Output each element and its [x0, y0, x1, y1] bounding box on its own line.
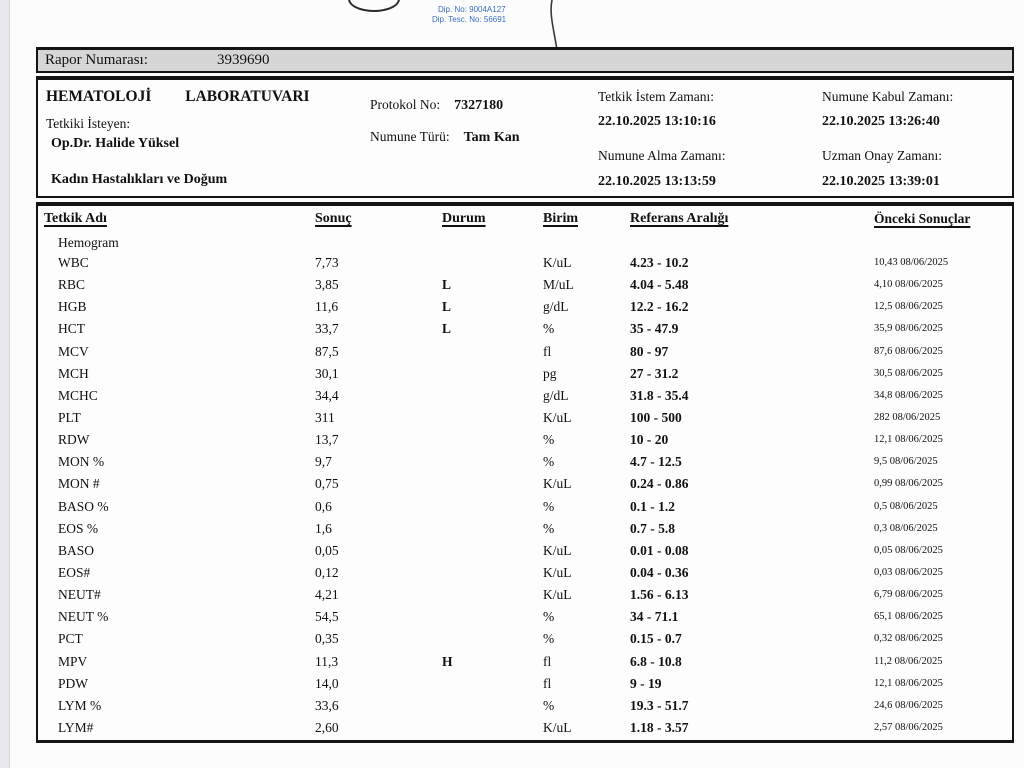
table-row [38, 628, 1012, 650]
column-header-result: Sonuç [315, 211, 352, 226]
test-previous-result: 0,05 08/06/2025 [874, 544, 943, 556]
test-reference-range: 80 - 97 [630, 343, 669, 359]
test-reference-range: 9 - 19 [630, 675, 662, 691]
test-reference-range: 4.04 - 5.48 [630, 277, 689, 293]
test-previous-result: 34,8 08/06/2025 [874, 389, 943, 401]
accept-time-value: 22.10.2025 13:26:40 [822, 114, 940, 129]
test-unit: % [543, 520, 555, 536]
test-result: 0,35 [315, 631, 339, 647]
test-previous-result: 10,43 08/06/2025 [874, 257, 949, 268]
stamp-area [330, 0, 590, 50]
column-header-test-name: Tetkik Adı [44, 211, 107, 226]
test-unit: K/uL [543, 542, 572, 558]
test-reference-range: 35 - 47.9 [630, 321, 679, 337]
test-previous-result: 12,5 08/06/2025 [874, 301, 943, 313]
signature-stroke [530, 0, 570, 50]
test-result: 3,85 [315, 277, 339, 293]
stamp-dip-no: Dip. No: 9004A127 [438, 5, 506, 14]
test-reference-range: 0.15 - 0.7 [630, 631, 682, 647]
report-number-label: Rapor Numarası: [45, 52, 148, 68]
test-name: PLT [58, 409, 81, 425]
test-name: MON % [58, 454, 105, 470]
stamp-tesc-no: Dip. Tesc. No: 56691 [432, 14, 507, 24]
test-unit: K/uL [543, 587, 572, 603]
test-result: 30,1 [315, 365, 339, 381]
table-row [38, 318, 1012, 340]
test-reference-range: 27 - 31.2 [630, 365, 679, 381]
test-previous-result: 12,1 08/06/2025 [874, 677, 943, 689]
requesting-doctor-label: Tetkiki İsteyen: [46, 116, 131, 131]
test-previous-result: 0,5 08/06/2025 [874, 500, 938, 512]
test-result: 11,6 [315, 299, 339, 315]
test-unit: K/uL [543, 476, 572, 492]
test-reference-range: 12.2 - 16.2 [630, 299, 689, 315]
table-row [38, 385, 1012, 407]
test-unit: K/uL [543, 564, 572, 580]
column-header-unit: Birim [543, 211, 578, 226]
test-result: 13,7 [315, 432, 339, 448]
test-status-flag: L [442, 299, 452, 315]
test-result: 33,7 [315, 321, 339, 337]
test-unit: fl [543, 653, 552, 669]
collection-time-label: Numune Alma Zamanı: [598, 148, 726, 163]
table-row [38, 584, 1012, 606]
test-status-flag: L [442, 277, 452, 293]
request-time-value: 22.10.2025 13:10:16 [598, 114, 716, 129]
request-time-label: Tetkik İstem Zamanı: [598, 89, 715, 104]
test-previous-result: 35,9 08/06/2025 [874, 323, 943, 335]
test-previous-result: 12,1 08/06/2025 [874, 434, 943, 446]
test-result: 87,5 [315, 343, 339, 359]
test-result: 0,05 [315, 542, 339, 558]
report-number-bar [36, 47, 1014, 73]
test-status-flag: L [442, 321, 452, 337]
report-header-box [36, 76, 1014, 198]
test-previous-result: 0,3 08/06/2025 [874, 522, 938, 534]
test-name: EOS# [58, 564, 91, 580]
table-row [38, 717, 1012, 739]
table-row [38, 651, 1012, 673]
table-row [38, 363, 1012, 385]
protocol-number: 7327180 [454, 98, 504, 113]
test-reference-range: 0.04 - 0.36 [630, 564, 689, 580]
test-result: 4,21 [315, 587, 339, 603]
sample-type-label: Numune Türü: [370, 129, 450, 144]
test-result: 11,3 [315, 653, 339, 669]
requesting-doctor-name: Op.Dr. Halide Yüksel [51, 136, 180, 151]
test-name: HGB [58, 299, 87, 315]
test-name: NEUT# [58, 587, 101, 603]
table-row [38, 673, 1012, 695]
results-rows [38, 252, 1012, 739]
scanner-edge-shadow [0, 0, 10, 768]
test-previous-result: 24,6 08/06/2025 [874, 699, 943, 711]
table-row [38, 496, 1012, 518]
test-result: 9,7 [315, 454, 332, 470]
department-name: Kadın Hastalıkları ve Doğum [51, 172, 228, 187]
test-unit: fl [543, 343, 552, 359]
test-unit: % [543, 631, 555, 647]
test-name: BASO % [58, 498, 109, 514]
table-row [38, 429, 1012, 451]
test-result: 14,0 [315, 675, 339, 691]
test-result: 33,6 [315, 697, 339, 713]
table-row [38, 606, 1012, 628]
approval-time-value: 22.10.2025 13:39:01 [822, 174, 940, 189]
test-reference-range: 31.8 - 35.4 [630, 387, 689, 403]
column-header-reference-range: Referans Aralığı [630, 211, 729, 226]
test-unit: fl [543, 675, 552, 691]
test-unit: K/uL [543, 255, 572, 270]
test-name: EOS % [58, 520, 99, 536]
test-name: HCT [58, 321, 85, 337]
lab-title: HEMATOLOJİ LABORATUVARI [46, 88, 310, 105]
test-unit: % [543, 697, 555, 713]
stamp-ellipse-fragment [348, 0, 400, 12]
test-name: LYM# [58, 719, 94, 735]
table-row [38, 473, 1012, 495]
test-name: MPV [58, 653, 88, 669]
test-name: RDW [58, 432, 90, 448]
test-previous-result: 11,2 08/06/2025 [874, 655, 943, 667]
collection-time-value: 22.10.2025 13:13:59 [598, 174, 716, 189]
table-row [38, 274, 1012, 296]
test-name: BASO [58, 542, 95, 558]
test-reference-range: 4.23 - 10.2 [630, 255, 689, 270]
sample-type-value: Tam Kan [463, 130, 520, 145]
table-row [38, 518, 1012, 540]
test-name: WBC [58, 255, 89, 270]
column-header-previous-results: Önceki Sonuçlar [874, 211, 971, 226]
test-group-label: Hemogram [58, 235, 119, 250]
test-reference-range: 0.24 - 0.86 [630, 476, 689, 492]
test-unit: K/uL [543, 719, 572, 735]
table-row [38, 540, 1012, 562]
test-name: LYM % [58, 697, 102, 713]
test-previous-result: 0,03 08/06/2025 [874, 566, 943, 578]
test-previous-result: 30,5 08/06/2025 [874, 367, 943, 379]
test-result: 34,4 [315, 387, 339, 403]
test-previous-result: 6,79 08/06/2025 [874, 589, 943, 601]
test-name: MCHC [58, 387, 98, 403]
accept-time-label: Numune Kabul Zamanı: [822, 89, 954, 104]
test-unit: % [543, 454, 555, 470]
test-reference-range: 10 - 20 [630, 432, 669, 448]
test-name: MON # [58, 476, 100, 492]
test-result: 1,6 [315, 520, 332, 536]
test-previous-result: 87,6 08/06/2025 [874, 345, 943, 357]
sample-type-row [370, 129, 520, 146]
test-result: 2,60 [315, 719, 339, 735]
test-name: MCV [58, 343, 89, 359]
protocol-label: Protokol No: [370, 97, 441, 112]
test-result: 0,75 [315, 476, 339, 492]
test-reference-range: 0.1 - 1.2 [630, 498, 675, 514]
test-unit: g/dL [543, 299, 569, 315]
protocol-row [370, 97, 503, 114]
test-result: 311 [315, 409, 335, 425]
test-name: PDW [58, 675, 88, 691]
test-unit: % [543, 321, 555, 337]
test-unit: g/dL [543, 387, 569, 403]
test-previous-result: 2,57 08/06/2025 [874, 721, 943, 733]
test-unit: pg [543, 365, 557, 381]
test-name: MCH [58, 365, 89, 381]
test-reference-range: 0.01 - 0.08 [630, 542, 689, 558]
test-reference-range: 1.18 - 3.57 [630, 719, 689, 735]
test-result: 0,6 [315, 498, 332, 514]
test-previous-result: 9,5 08/06/2025 [874, 456, 938, 468]
test-previous-result: 282 08/06/2025 [874, 411, 941, 423]
test-name: NEUT % [58, 609, 109, 625]
test-previous-result: 65,1 08/06/2025 [874, 611, 943, 623]
table-row [38, 341, 1012, 363]
test-unit: % [543, 609, 555, 625]
test-unit: K/uL [543, 409, 572, 425]
test-unit: % [543, 498, 555, 514]
test-name: RBC [58, 277, 86, 293]
report-number-value: 3939690 [217, 52, 270, 68]
test-reference-range: 1.56 - 6.13 [630, 587, 689, 603]
test-reference-range: 4.7 - 12.5 [630, 454, 682, 470]
table-row [38, 695, 1012, 717]
test-reference-range: 0.7 - 5.8 [630, 520, 675, 536]
stamp-text [432, 5, 507, 24]
test-previous-result: 4,10 08/06/2025 [874, 279, 943, 291]
test-status-flag: H [442, 653, 453, 669]
test-result: 7,73 [315, 255, 339, 270]
approval-time-label: Uzman Onay Zamanı: [822, 148, 942, 163]
test-previous-result: 0,32 08/06/2025 [874, 633, 943, 645]
test-reference-range: 19.3 - 51.7 [630, 697, 689, 713]
test-result: 54,5 [315, 609, 339, 625]
table-row [38, 451, 1012, 473]
table-row [38, 562, 1012, 584]
test-unit: M/uL [543, 277, 574, 293]
test-reference-range: 6.8 - 10.8 [630, 653, 682, 669]
table-row [38, 407, 1012, 429]
test-unit: % [543, 432, 555, 448]
test-name: PCT [58, 631, 83, 647]
table-row [38, 296, 1012, 318]
table-row [38, 252, 1012, 274]
test-result: 0,12 [315, 564, 339, 580]
results-table [36, 202, 1014, 743]
test-reference-range: 34 - 71.1 [630, 609, 679, 625]
column-header-status: Durum [442, 211, 486, 226]
test-previous-result: 0,99 08/06/2025 [874, 478, 943, 490]
test-reference-range: 100 - 500 [630, 409, 682, 425]
